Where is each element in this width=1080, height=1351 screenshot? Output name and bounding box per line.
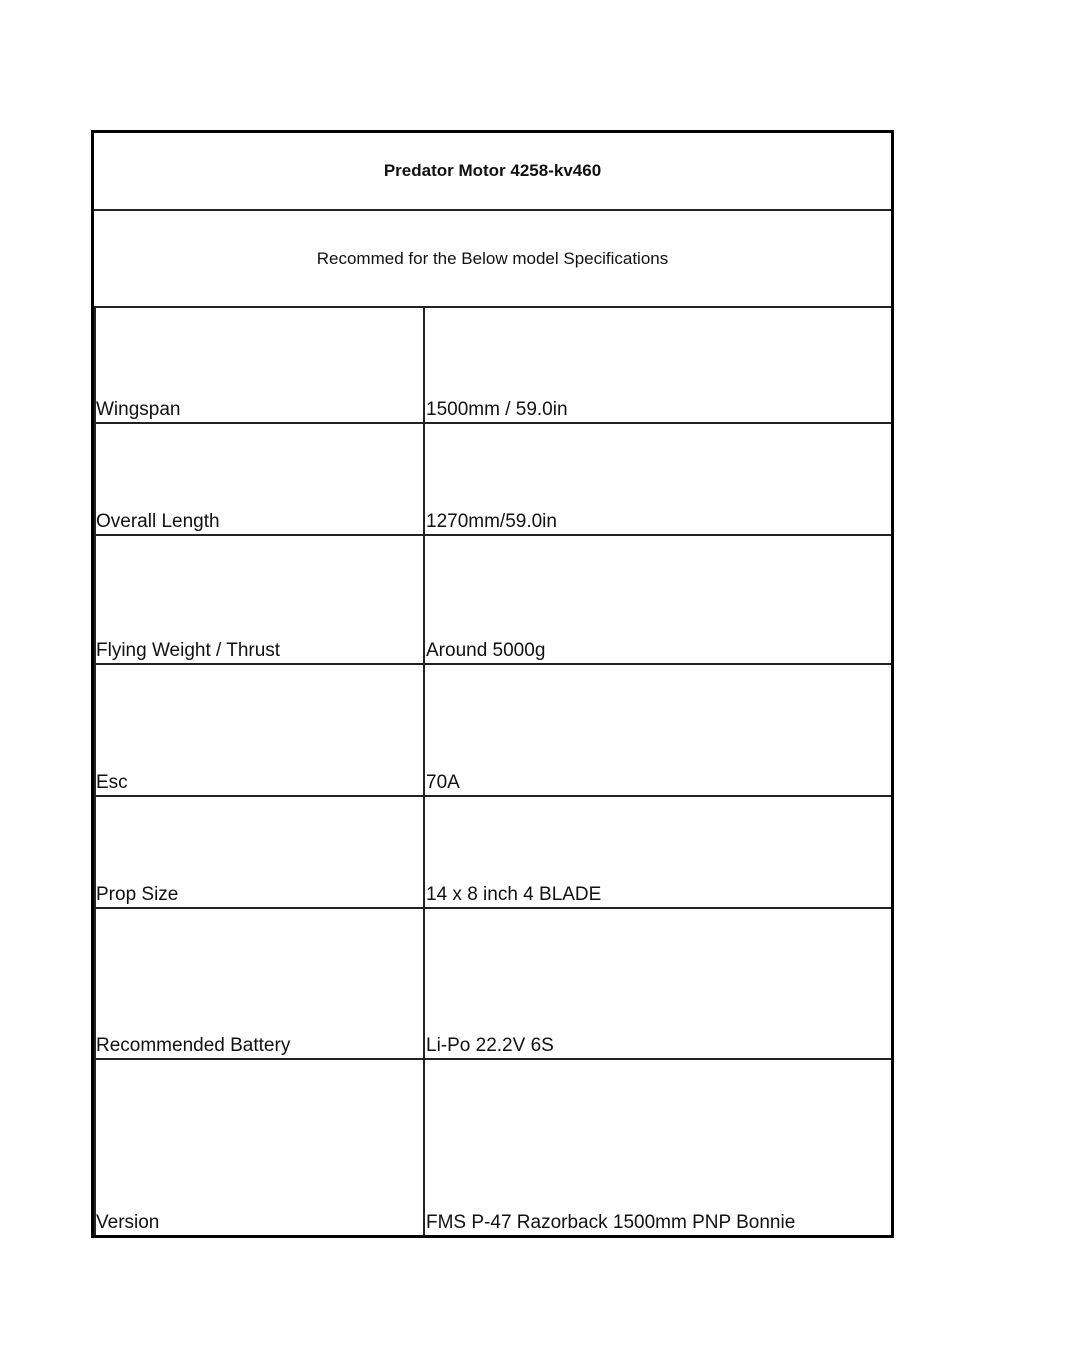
spec-value: 1500mm / 59.0in [426,399,568,420]
sheet-subtitle-row [94,211,891,308]
spec-table [94,308,891,1235]
table-row-prop-size [94,797,891,909]
table-row-esc [94,665,891,797]
spec-value: FMS P-47 Razorback 1500mm PNP Bonnie [426,1212,796,1233]
sheet-title-row [94,133,891,211]
table-row-flying-weight [94,536,891,665]
spec-value: 70A [426,772,460,793]
spec-label: Overall Length [96,511,220,532]
sheet-subtitle: Recommed for the Below model Specifications [316,248,669,268]
spec-value: Around 5000g [426,640,546,661]
spec-label: Esc [96,772,128,793]
spec-label: Recommended Battery [96,1035,291,1056]
spec-value: Li-Po 22.2V 6S [426,1035,554,1056]
table-row-version [94,1060,891,1235]
spec-label: Wingspan [96,399,181,420]
spec-value: 14 x 8 inch 4 BLADE [426,884,602,905]
spec-label: Prop Size [96,884,179,905]
spec-label: Version [96,1212,160,1233]
spec-value: 1270mm/59.0in [426,511,557,532]
sheet-title: Predator Motor 4258-kv460 [383,161,602,180]
table-row-overall-length [94,424,891,536]
table-row-recommended-battery [94,909,891,1060]
table-row-wingspan [94,308,891,424]
spec-sheet [91,130,894,1238]
spec-label: Flying Weight / Thrust [96,640,281,661]
